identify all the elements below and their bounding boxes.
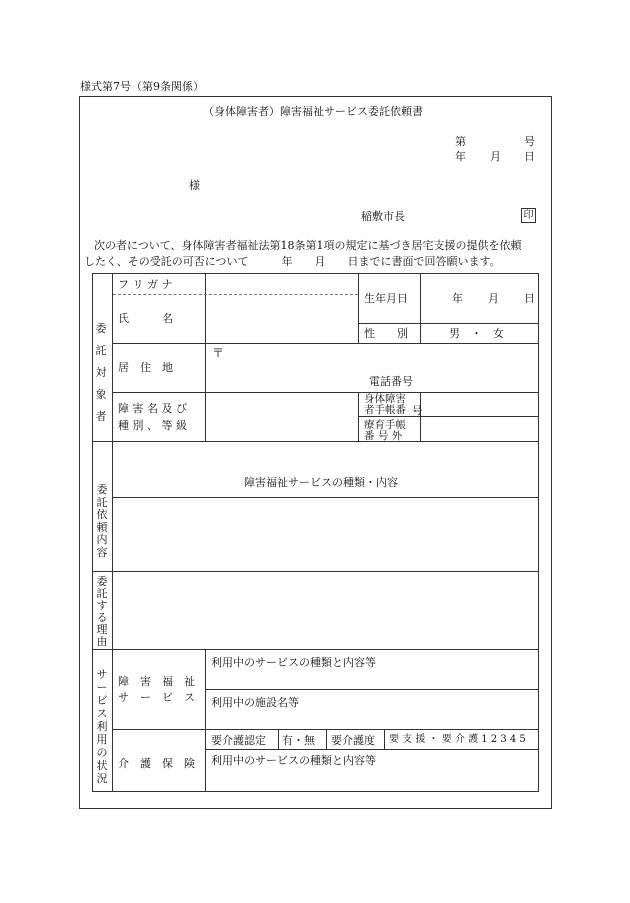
handbook-rehab-line2: 番 号 外 [364, 430, 403, 442]
section2-heading: 委託依頼内容 [96, 483, 108, 559]
service-header: 障害福祉サービスの種類・内容 [244, 476, 398, 489]
care-cert-sep3 [384, 729, 385, 749]
section2-bottom [92, 571, 539, 572]
birth-label-left [358, 273, 359, 343]
care-cert-label: 要介護認定 [211, 734, 266, 747]
section1-heading: 委託対象者 [95, 322, 107, 423]
birth-value-left [420, 273, 421, 343]
welfare-label-line1: 障 害 福 祉 [118, 675, 195, 688]
furigana-divider [113, 294, 358, 295]
handbook-divider [358, 416, 538, 417]
section1-bottom [92, 441, 539, 442]
address-row-top [113, 343, 538, 344]
doc-number-go: 号 [524, 135, 535, 148]
care-level-options[interactable]: 要 支 援 ・ 要 介 護 1 2 3 4 5 [389, 734, 526, 745]
care-cert-options[interactable]: 有・無 [282, 734, 315, 747]
addressee-suffix: 様 [189, 179, 200, 192]
birth-month: 月 [488, 292, 499, 305]
date-day: 日 [524, 150, 535, 163]
sec4-label-divider [205, 649, 206, 791]
issuer: 稲敷市長 [361, 210, 405, 223]
table-bottom [92, 791, 539, 792]
heading-column-divider [112, 273, 113, 791]
sex-label: 性 別 [364, 327, 408, 340]
birth-year: 年 [452, 292, 463, 305]
services-in-use-label: 利用中のサービスの種類と内容等 [211, 656, 376, 669]
care-level-label: 要介護度 [331, 734, 375, 747]
sex-options[interactable]: 男 ・ 女 [449, 327, 504, 340]
section3-heading: 委託する理由 [96, 575, 108, 648]
doc-number-dai: 第 [455, 135, 466, 148]
handbook-physical-line3: 号 [412, 405, 423, 417]
request-body-line1: 次の者について、身体障害者福祉法第18条第1項の規定に基づき居宅支援の提供を依頼 [94, 239, 522, 252]
table-top [92, 273, 539, 274]
handbook-rehab-line1: 療育手帳 [364, 419, 406, 431]
postal-mark: 〒 [212, 346, 225, 360]
address-label: 居 住 地 [118, 361, 173, 374]
care-cert-row-bottom [205, 749, 538, 750]
birth-day: 日 [524, 292, 535, 305]
services-row-divider [205, 689, 538, 690]
birthdate-label: 生年月日 [364, 292, 408, 305]
insurance-label: 介 護 保 険 [118, 757, 195, 770]
section3-bottom [92, 649, 539, 650]
label-column-divider [205, 273, 206, 441]
form-label: 様式第7号（第9条関係） [80, 80, 204, 93]
furigana-label: フ リ ガ ナ [118, 278, 173, 291]
date-month: 月 [490, 150, 501, 163]
disability-row-top [113, 392, 538, 393]
disability-label-line1: 障 害 名 及 び [118, 402, 187, 415]
sex-row-top [358, 323, 538, 324]
name-label: 氏 名 [118, 312, 173, 325]
handbook-physical-line1: 身体障害 [364, 393, 406, 405]
form-title: （身体障害者）障害福祉サービス委託依頼書 [203, 105, 423, 118]
request-body-line2: したく、その受託の可否について 年 月 日までに書面で回答願います。 [84, 255, 501, 268]
table-right [538, 273, 539, 791]
care-cert-sep1 [278, 729, 279, 749]
phone-label: 電話番号 [369, 375, 413, 388]
care-cert-sep2 [326, 729, 327, 749]
service-header-bottom [113, 497, 538, 498]
table-left [92, 273, 93, 791]
section4-heading: サービス利用の状況 [96, 668, 108, 785]
seal-mark: 印 [521, 208, 536, 223]
disability-label-line2: 種 別 、 等 級 [118, 419, 187, 432]
date-year: 年 [455, 150, 466, 163]
handbook-physical-line2: 者手帳番 [364, 404, 406, 416]
welfare-label-line2: サ ー ビ ス [118, 691, 195, 704]
insurance-services-label: 利用中のサービスの種類と内容等 [211, 754, 376, 767]
facility-in-use-label: 利用中の施設名等 [211, 696, 299, 709]
